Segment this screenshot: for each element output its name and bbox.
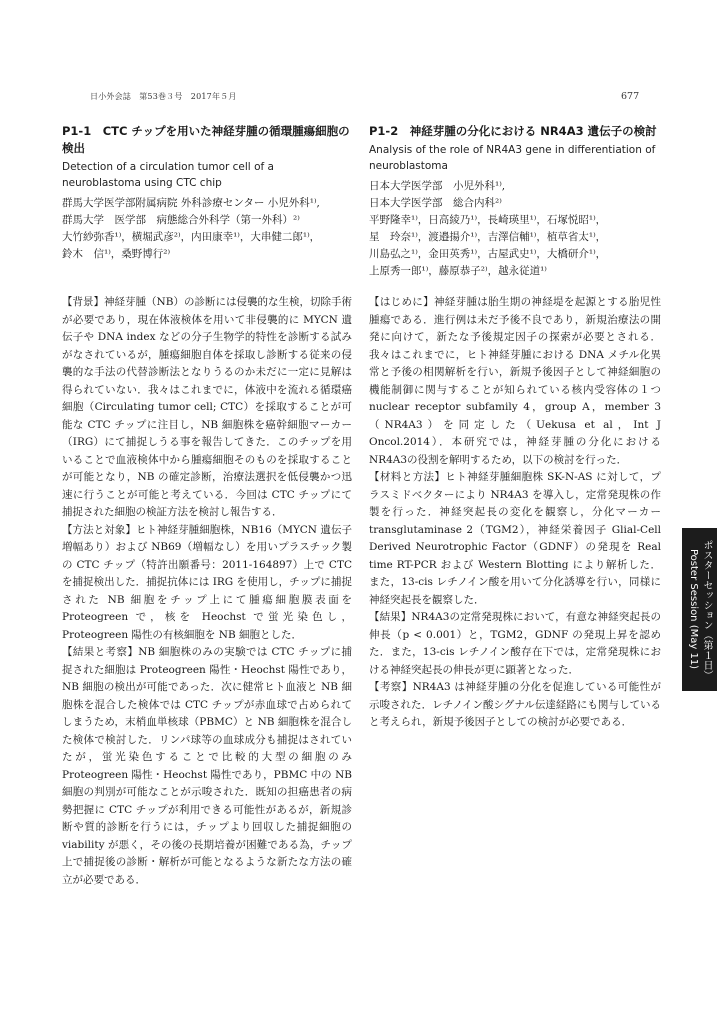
p1-1-results: 【結果と考察】NB 細胞株のみの実験では CTC チップに捕捉された細胞は Proteogreen 陽性・Heochst 陽性であり，NB 細胞の検出が可能であった．次に健常ヒト血液と NB 細胞株を混合した検体では CTC チップが赤血球で占められてしまうため，末梢血単核球（PBMC）と NB 細胞株を混合した検体で検討した．リンパ球等の血球成分も捕捉はされていたが，蛍光染色することで比較的大型の細胞のみ Proteogreen 陽性・Heochst 陽性であり，PBMC 中の NB 細胞の判別が可能なことが示唆された．既知の担癌患者の病勢把握に CTC チップが利用できる可能性があるが，新規診断や質的診断を行うには，チップより回収した捕捉細胞の viability が悪く，その後の長期培養が困難である為，チップ上で捕捉後の診断・解析が可能となるような新たな方法の確立が必要である．: [62, 646, 352, 886]
p1-1-authors: 鈴木 信¹⁾，桑野博行²⁾: [62, 248, 171, 260]
p1-1-affiliation: 群馬大学医学部附属病院 外科診療センター 小児外科¹⁾,: [62, 197, 320, 209]
session-side-tab: [682, 528, 717, 691]
p1-2-abstract-body: [369, 294, 661, 732]
p1-1-abstract-body: [62, 294, 352, 889]
p1-2-authors: 平野隆幸¹⁾，日高綾乃¹⁾，長崎瑛里¹⁾，石塚悦昭¹⁾，: [369, 214, 607, 226]
p1-2-authors: 星 玲奈¹⁾，渡邉揚介¹⁾，吉澤信輔¹⁾，植草省太¹⁾，: [369, 231, 607, 243]
p1-1-affiliation: 群馬大学 医学部 病態総合外科学（第一外科）²⁾: [62, 214, 300, 226]
p1-2-title-en: Analysis of the role of NR4A3 gene in differentiation of neuroblastoma: [369, 144, 656, 172]
p1-2-authors: 川島弘之¹⁾，金田英秀¹⁾，古屋武史¹⁾，大橋研介¹⁾，: [369, 248, 607, 260]
p1-1-background: 【背景】神経芽腫（NB）の診断には侵襲的な生検，切除手術が必要であり，現在体液検体を用いて非侵襲的に MYCN 遺伝子や DNA index などの分子生物学的特性を診断する試みがなされているが，腫瘍細胞自体を採取し診断する従来の侵襲的な手法の代替診断法となりうるのか未だに一定に見解は得られていない．我々はこれまでに，体液中を流れる循環癌細胞（Circulating tumor cell; CTC）を採取することが可能な CTC チップに注目し，NB 細胞株を癌幹細胞マーカー（IRG）にて捕捉しうる事を報告してきた．このチップを用いることで血液検体中から腫瘍細胞そのものを採取することが可能となり，NB の確定診断，治療法選択を低侵襲かつ迅速に行うことが可能と考えている．今回は CTC チップにて捕捉された細胞の検証方法を検討し報告する．: [62, 296, 352, 518]
session-tab-text: [686, 528, 713, 691]
p1-2-authors: 上原秀一郎¹⁾，藤原恭子²⁾，越永従道¹⁾: [369, 265, 547, 277]
session-tab-label-ja: ポスターセッション（第１日）: [701, 539, 712, 680]
p1-2-introduction: 【はじめに】神経芽腫は胎生期の神経堤を起源とする胎児性腫瘍である．進行例は未だ予後不良であり，新規治療法の開発に向けて，新たな予後規定因子の探索が必要とされる．我々はこれまでに，ヒト神経芽腫における DNA メチル化異常と予後の相関解析を行い，新規予後因子として神経細胞の機能制御に関与することが知られている核内受容体の１つ nuclear receptor subfamily 4，group A，member 3（NR4A3）を同定した（Uekusa et al，Int J Oncol.2014）．本研究では，神経芽腫の分化における NR4A3の役割を解明するため，以下の検討を行った．: [369, 296, 661, 466]
p1-2-affiliation: 日本大学医学部 総合内科²⁾: [369, 197, 502, 209]
p1-1-methods: 【方法と対象】ヒト神経芽腫細胞株，NB16（MYCN 遺伝子増幅あり）および NB69（増幅なし）を用いプラスチック製の CTC チップ（特許出願番号：2011-164897）上で CTC を捕捉検出した．捕捉抗体には IRG を使用し，チップに捕捉された NB 細胞をチップ上にて腫瘍細胞膜表面を Proteogreen で，核を Heochst で蛍光染色し，Proteogreen 陽性の有核細胞を NB 細胞とした．: [62, 523, 352, 641]
session-tab-label-en: Poster Session (May 11): [688, 549, 699, 670]
abstract-p1-1-header: [62, 123, 352, 263]
journal-header: 日小外会誌 第53巻３号 2017年５月: [90, 92, 237, 101]
p1-2-results: 【結果】NR4A3の定常発現株において，有意な神経突起長の伸長（p < 0.001）と，TGM2，GDNF の発現上昇を認めた．また，13-cis レチノイン酸存在下では，定常発現株における神経突起長の伸長が更に顕著となった．: [369, 611, 661, 676]
p1-2-title-ja: P1-2 神経芽腫の分化における NR4A3 遺伝子の検討: [369, 124, 657, 138]
p1-1-authors: 大竹紗弥香¹⁾，横堀武彦²⁾，内田康幸¹⁾，大串健二郎¹⁾，: [62, 231, 321, 243]
p1-2-affiliation: 日本大学医学部 小児外科¹⁾,: [369, 180, 506, 192]
p1-1-title-en: Detection of a circulation tumor cell of a neuroblastoma using CTC chip: [62, 161, 274, 189]
page-number: 677: [621, 91, 640, 102]
p1-1-title-ja: P1-1 CTC チップを用いた神経芽腫の循環腫瘍細胞の検出: [62, 124, 350, 155]
p1-2-discussion: 【考察】NR4A3 は神経芽腫の分化を促進している可能性が示唆された．レチノイン酸シグナル伝達経路にも関与していると考えられ，新規予後因子としての検討が必要である．: [369, 681, 661, 728]
abstract-p1-2-header: [369, 123, 661, 280]
p1-2-methods: 【材料と方法】ヒト神経芽腫細胞株 SK-N-AS に対して，プラスミドベクターにより NR4A3 を導入し，定常発現株の作製を行った．神経突起長の変化を観察し，分化マーカー transglutaminase 2（TGM2），神経栄養因子 Glial-Cell Derived Neurotrophic Factor（GDNF）の発現を Real time RT-PCR および Western Blotting により解析した．また，13-cis レチノイン酸を用いて分化誘導を行い，同様に神経突起長を観察した．: [369, 471, 661, 606]
